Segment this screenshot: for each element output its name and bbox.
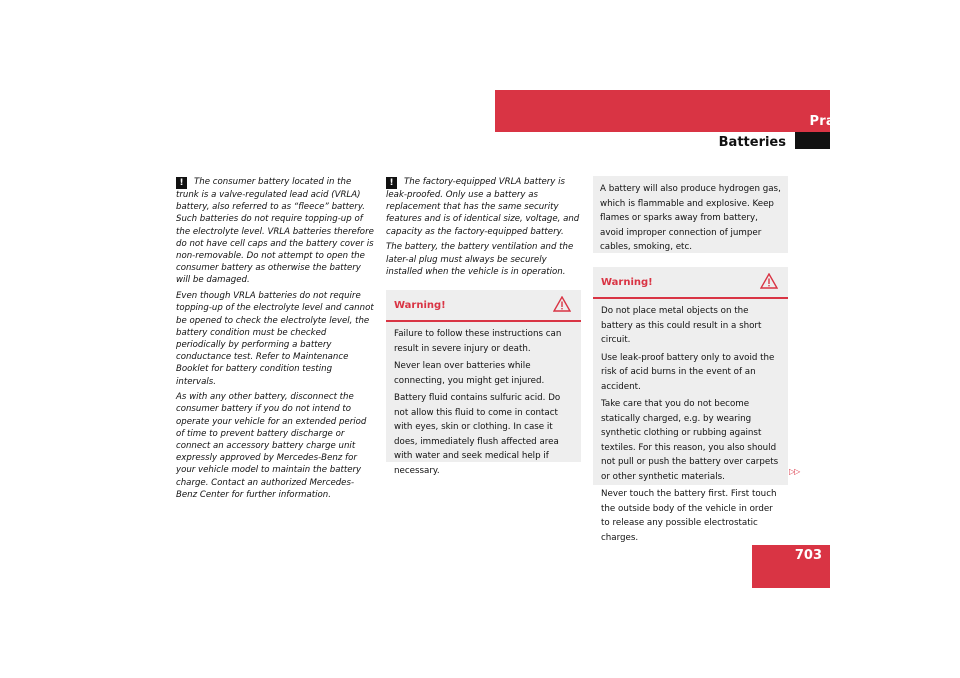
col1-paragraph-2: Even though VRLA batteries do not require topping-up of the electrolyte level and cannot be opened to check the electrolyte level, the battery condition must be checked periodically by performing a battery conductance test. Refer to Maintenance Booklet for battery condition testing intervals.	[176, 291, 374, 387]
section-title: Practical hints	[809, 114, 918, 129]
warning-body	[593, 299, 788, 554]
warning-box-2	[593, 267, 788, 543]
section-subtitle: Batteries	[718, 135, 786, 150]
warning-header	[386, 290, 581, 322]
warning-triangle-icon	[553, 296, 571, 312]
info-paragraph: A battery will also produce hydrogen gas, which is flammable and explosive. Keep flames or sparks away from battery, avoid improper connection of jumper cables, smoking, etc.	[600, 184, 781, 252]
alert-icon: !	[176, 177, 187, 189]
page-number: 703	[794, 548, 822, 563]
warning-title: Warning!	[601, 277, 653, 288]
warning-paragraph: Battery fluid contains sulfuric acid. Do not allow this fluid to come in contact with eyes, skin or clothing. In case it does, immediately flush affected area with water and seek medical help if necessary.	[394, 393, 561, 476]
warning-header	[593, 267, 788, 299]
col1-paragraph-3: As with any other battery, disconnect the consumer battery if you do not intend to operate your vehicle for an extended period of time to prevent battery discharge or connect an accessory battery charge unit expressly approved by Mercedes-Benz for your vehicle model to maintain the battery charge. Contact an authorized Mercedes-Benz Center for further information.	[176, 392, 367, 500]
warning-paragraph: Use leak-proof battery only to avoid the risk of acid burns in the event of an accident.	[601, 352, 775, 392]
warning-triangle-icon	[760, 273, 778, 289]
warning-body	[386, 322, 581, 487]
col1-paragraph-1: ! The consumer battery located in the trunk is a valve-regulated lead acid (VRLA) battery, also referred to as “fleece” battery. Such batteries do not require topping-up of the electrolyte level. VRLA batteries therefore do not have cell caps and the battery cover is non-removable. Do not attempt to open the consumer battery as otherwise the battery will be damaged.	[176, 177, 374, 286]
warning-paragraph: Never touch the battery first. First touch the outside body of the vehicle in order to release any possible electrostatic charges.	[601, 489, 777, 543]
column-2	[386, 176, 582, 281]
header-band	[495, 90, 830, 132]
warning-paragraph: Never lean over batteries while connecting, you might get injured.	[394, 361, 545, 386]
col2-paragraph-1: ! The factory-equipped VRLA battery is leak-proofed. Only use a battery as replacement that has the same security features and is of identical size, voltage, and capacity as the factory-equipped battery.	[386, 177, 580, 237]
warning-paragraph: Failure to follow these instructions can result in severe injury or death.	[394, 329, 562, 354]
column-1	[176, 176, 374, 505]
warning-paragraph: Do not place metal objects on the battery as this could result in a short circuit.	[601, 306, 762, 345]
col2-paragraph-2: The battery, the battery ventilation and the later-al plug must always be securely installed when the vehicle is in operation.	[386, 242, 574, 277]
header-marker	[795, 132, 830, 149]
warning-title: Warning!	[394, 300, 446, 311]
info-box	[593, 176, 788, 253]
warning-paragraph: Take care that you do not become statically charged, e.g. by wearing synthetic clothing or rubbing against textiles. For this reason, you also should not pull or push the battery over carpets or other synthetic materials.	[601, 399, 779, 482]
warning-box-1	[386, 290, 581, 476]
continue-arrow-icon: ▷▷	[789, 467, 800, 476]
alert-icon: !	[386, 177, 397, 189]
